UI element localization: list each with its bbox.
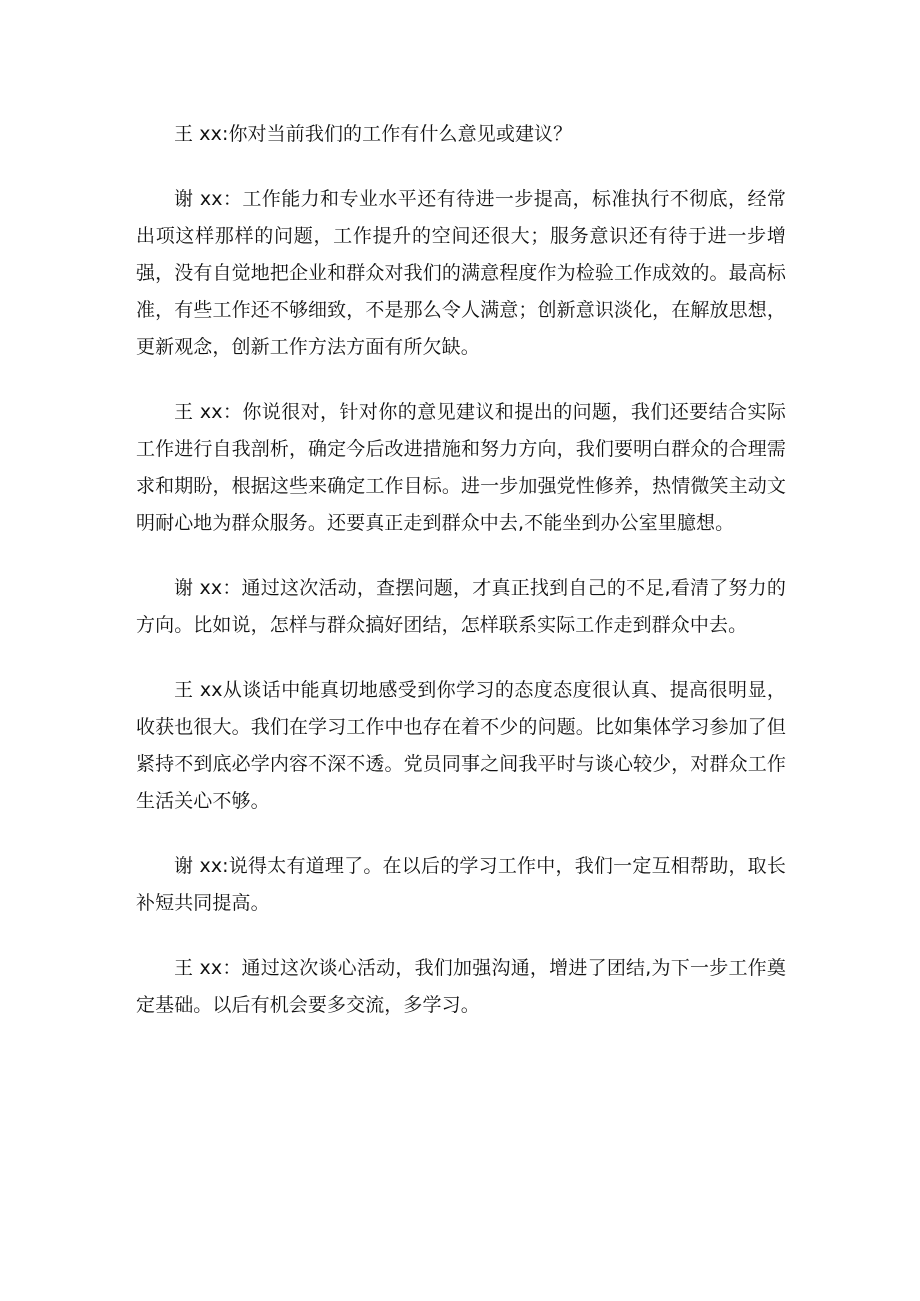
paragraph-text: ：通过这次谈心活动，我们加强沟通，增进了团结,为下一步工作奠定基础。以后有机会要多交流，多学习。 — [136, 957, 786, 1016]
paragraph-text: ：你说很对，针对你的意见建议和提出的问题，我们还要结合实际工作进行自我剖析，确定今后改进措施和努力方向，我们要明白群众的合理需求和期盼，根据这些来确定工作目标。进一步加强党性修养，热情微笑主动文明耐心地为群众服务。还要真正走到群众中去,不能坐到办公室里臆想。 — [136, 401, 786, 534]
paragraph-4 — [136, 570, 786, 644]
paragraph-text: ：工作能力和专业水平还有待进一步提高，标准执行不彻底，经常出项这样那样的问题，工作提升的空间还很大；服务意识还有待于进一步增强，没有自觉地把企业和群众对我们的满意程度作为检验工作成效的。最高标准，有些工作还不够细致，不是那么令人满意；创新意识淡化，在解放思想，更新观念，创新工作方法方面有所欠缺。 — [136, 188, 786, 358]
document-body — [136, 116, 786, 1052]
speaker-label: 谢 xx — [174, 188, 223, 210]
speaker-label: 王 xx — [174, 957, 223, 979]
paragraph-1 — [136, 116, 786, 153]
paragraph-text: ：通过这次活动，查摆问题，才真正找到自己的不足,看清了努力的方向。比如说，怎样与群众搞好团结，怎样联系实际工作走到群众中去。 — [136, 577, 786, 636]
paragraph-7 — [136, 950, 786, 1024]
speaker-label: 王 xx — [174, 679, 223, 701]
paragraph-5 — [136, 672, 786, 820]
paragraph-6 — [136, 848, 786, 922]
speaker-label: 谢 xx — [174, 577, 223, 599]
paragraph-3 — [136, 394, 786, 542]
paragraph-text: :你对当前我们的工作有什么意见或建议？ — [221, 123, 573, 145]
paragraph-text: 从谈话中能真切地感受到你学习的态度态度很认真、提高很明显，收获也很大。我们在学习工作中也存在着不少的问题。比如集体学习参加了但紧持不到底必学内容不深不透。党员同事之间我平时与谈心较少，对群众工作生活关心不够。 — [136, 679, 786, 812]
speaker-label: 谢 xx — [174, 855, 223, 877]
speaker-label: 王 xx — [174, 123, 222, 145]
speaker-label: 王 xx — [174, 401, 223, 423]
paragraph-text: :说得太有道理了。在以后的学习工作中，我们一定互相帮助，取长补短共同提高。 — [136, 855, 786, 914]
paragraph-2 — [136, 181, 786, 366]
